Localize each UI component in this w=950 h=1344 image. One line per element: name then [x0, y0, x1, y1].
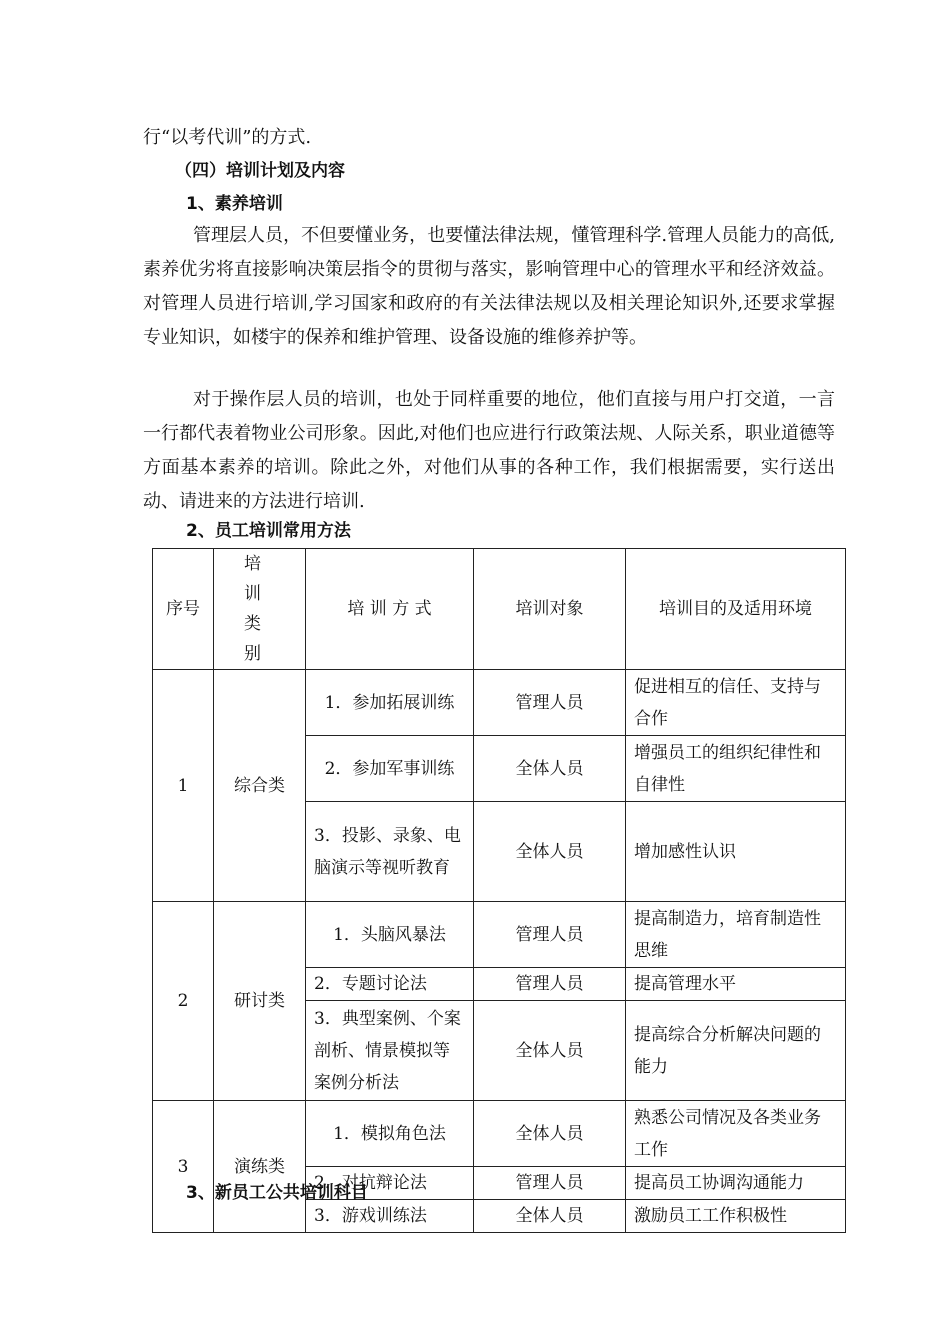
goal-cell: 提高管理水平 — [626, 968, 846, 1001]
table-row — [153, 1101, 846, 1167]
target-cell: 全体人员 — [474, 1200, 626, 1233]
header-category — [214, 549, 306, 670]
section-heading: （四）培训计划及内容 — [175, 161, 345, 181]
header-goal: 培训目的及适用环境 — [626, 549, 846, 670]
paragraph: 对于操作层人员的培训，也处于同样重要的地位，他们直接与用户打交道，一言一行都代表着物业公司形象。因此,对他们也应进行行政策法规、人际关系，职业道德等方面基本素养的培训。除此之外，对他们从事的各种工作，我们根据需要，实行送出动、请进来的方法进行培训. — [143, 389, 835, 512]
method-cell: 3．游戏训练法 — [306, 1200, 474, 1233]
goal-cell: 激励员工工作积极性 — [626, 1200, 846, 1233]
target-cell: 管理人员 — [474, 902, 626, 968]
method-cell: 1．头脑风暴法 — [306, 902, 474, 968]
group-number: 2 — [153, 902, 214, 1101]
paragraph: 管理层人员，不但要懂业务，也要懂法律法规，懂管理科学.管理人员能力的高低,素养优劣将直接影响决策层指令的贯彻与落实，影响管理中心的管理水平和经济效益。对管理人员进行培训,学习国家和政府的有关法律法规以及相关理论知识外,还要求掌握专业知识，如楼宇的保养和维护管理、设备设施的维修养护等。 — [143, 225, 835, 348]
group-number: 3 — [153, 1101, 214, 1233]
table-header-row — [153, 549, 846, 670]
goal-cell: 促进相互的信任、支持与合作 — [626, 670, 846, 736]
target-cell: 管理人员 — [474, 670, 626, 736]
header-no: 序号 — [153, 549, 214, 670]
subsection-heading: 2、员工培训常用方法 — [186, 521, 351, 541]
header-target: 培训对象 — [474, 549, 626, 670]
table-row — [153, 670, 846, 736]
target-cell: 全体人员 — [474, 1101, 626, 1167]
header-category-line2: 类 别 — [244, 614, 275, 664]
method-cell: 2．专题讨论法 — [306, 968, 474, 1001]
header-method: 培 训 方 式 — [306, 549, 474, 670]
method-cell: 2．对抗辩论法 — [306, 1167, 474, 1200]
target-cell: 全体人员 — [474, 1001, 626, 1101]
method-cell: 3．投影、录象、电脑演示等视听教育 — [306, 802, 474, 902]
goal-cell: 增加感性认识 — [626, 802, 846, 902]
method-cell: 1．模拟角色法 — [306, 1101, 474, 1167]
method-cell: 2．参加军事训练 — [306, 736, 474, 802]
target-cell: 全体人员 — [474, 736, 626, 802]
target-cell: 全体人员 — [474, 802, 626, 902]
goal-cell: 熟悉公司情况及各类业务工作 — [626, 1101, 846, 1167]
group-category: 演练类 — [214, 1101, 306, 1233]
subsection-heading: 3、新员工公共培训科目 — [186, 1183, 368, 1203]
goal-cell: 提高综合分析解决问题的能力 — [626, 1001, 846, 1101]
subsection-heading: 1、素养培训 — [186, 194, 283, 214]
target-cell: 管理人员 — [474, 968, 626, 1001]
goal-cell: 增强员工的组织纪律性和自律性 — [626, 736, 846, 802]
group-category: 综合类 — [214, 670, 306, 902]
goal-cell: 提高制造力，培育制造性思维 — [626, 902, 846, 968]
header-category-line1: 培 训 — [244, 554, 275, 604]
table-row — [153, 902, 846, 968]
training-methods-table — [152, 548, 846, 1233]
text-line: 行“以考代训”的方式. — [143, 127, 312, 148]
method-cell: 3．典型案例、个案剖析、情景模拟等案例分析法 — [306, 1001, 474, 1101]
group-category: 研讨类 — [214, 902, 306, 1101]
goal-cell: 提高员工协调沟通能力 — [626, 1167, 846, 1200]
target-cell: 管理人员 — [474, 1167, 626, 1200]
group-number: 1 — [153, 670, 214, 902]
method-cell: 1．参加拓展训练 — [306, 670, 474, 736]
